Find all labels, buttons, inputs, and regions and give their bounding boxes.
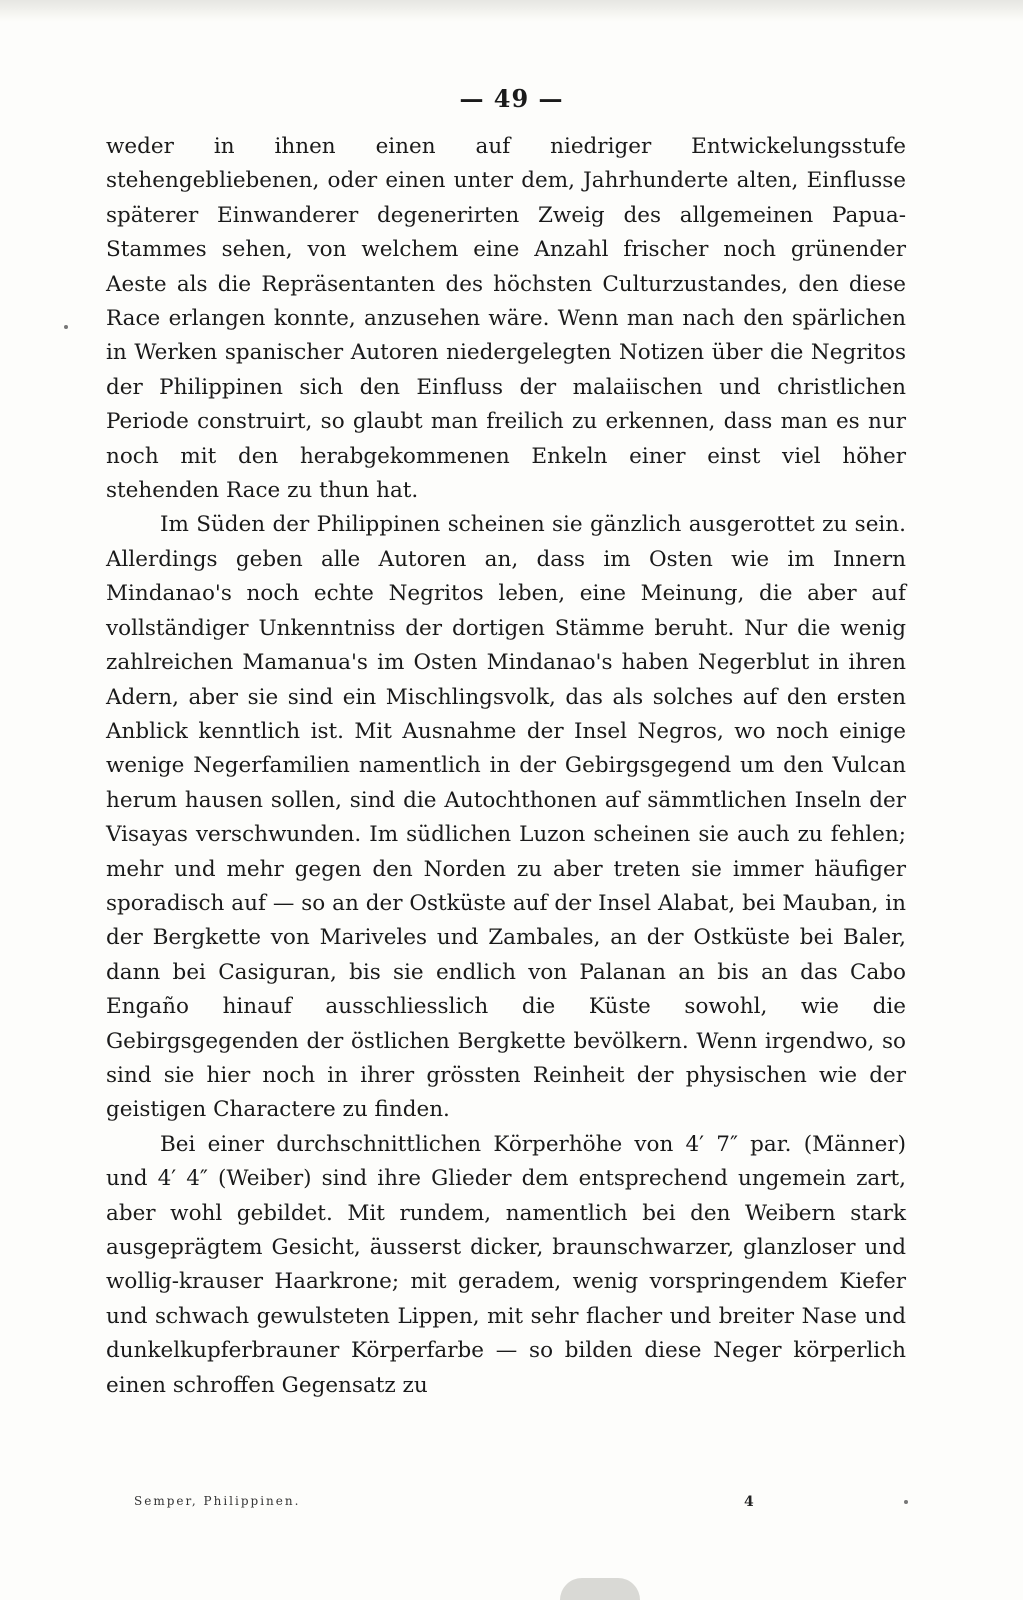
scan-speck	[64, 325, 68, 329]
sheet-number: 4	[744, 1494, 754, 1510]
scan-speck	[904, 1500, 908, 1504]
footer-signature: Semper, Philippinen.	[134, 1494, 301, 1508]
scan-thumb-mark	[560, 1578, 640, 1600]
paragraph-3: Bei einer durchschnittlichen Körperhöhe von 4′ 7″ par. (Männer) und 4′ 4″ (Weiber) sind ihre Glieder dem entsprechend ungemein zart, aber wohl gebildet. Mit rundem, namentlich bei den Weibern stark ausgeprägtem Gesicht, äusserst dicker, braunschwarzer, glanzloser und wollig-krauser Haarkrone; mit geradem, wenig vorspringendem Kiefer und schwach gewulsteten Lippen, mit sehr flacher und breiter Nase und dunkelkupferbrauner Körperfarbe — so bilden diese Neger körperlich einen schroffen Gegensatz zu	[106, 1131, 906, 1398]
paragraph-2: Im Süden der Philippinen scheinen sie gänzlich ausgerottet zu sein. Allerdings geben alle Autoren an, dass im Osten wie im Innern Mindanao's noch echte Negritos leben, eine Meinung, die aber auf vollständiger Unkenntniss der dortigen Stämme beruht. Nur die wenig zahlreichen Mamanua's im Osten Mindanao's haben Negerblut in ihren Adern, aber sie sind ein Mischlingsvolk, das als solches auf den ersten Anblick kenntlich ist. Mit Ausnahme der Insel Negros, wo noch einige wenige Negerfamilien namentlich in der Gebirgsgegend um den Vulcan herum hausen sollen, sind die Autochthonen auf sämmtlichen Inseln der Visayas verschwunden. Im südlichen Luzon scheinen sie auch zu fehlen; mehr und mehr gegen den Norden zu aber treten sie immer häufiger sporadisch auf — so an der Ostküste auf der Insel Alabat, bei Mauban, in der Bergkette von Mariveles und Zambales, an der Ostküste bei Baler, dann bei Casiguran, bis sie endlich von Palanan an bis an das Cabo Engaño hinauf ausschliesslich die Küste sowohl, wie die Gebirgsgegenden der östlichen Bergkette bevölkern. Wenn irgendwo, so sind sie hier noch in ihrer grössten Reinheit der physischen wie der geistigen Charactere zu finden.	[106, 512, 906, 1123]
scan-edge-shadow	[0, 0, 1023, 22]
paragraph-1: weder in ihnen einen auf niedriger Entwickelungsstufe stehengebliebenen, oder einen unter dem, Jahrhunderte alten, Einflusse späterer Einwanderer degenerirten Zweig des allgemeinen Papua-Stammes sehen, von welchem eine Anzahl frischer noch grünender Aeste als die Repräsentanten des höchsten Culturzustandes, den diese Race erlangen konnte, anzusehen wäre. Wenn man nach den spärlichen in Werken spanischer Autoren niedergelegten Notizen über die Negritos der Philippinen sich den Einfluss der malaiischen und christlichen Periode construirt, so glaubt man freilich zu erkennen, dass man es nur noch mit den herabgekommenen Enkeln einer einst viel höher stehenden Race zu thun hat.	[106, 134, 906, 504]
page-number: — 49 —	[459, 84, 564, 113]
body-text	[106, 130, 906, 1403]
